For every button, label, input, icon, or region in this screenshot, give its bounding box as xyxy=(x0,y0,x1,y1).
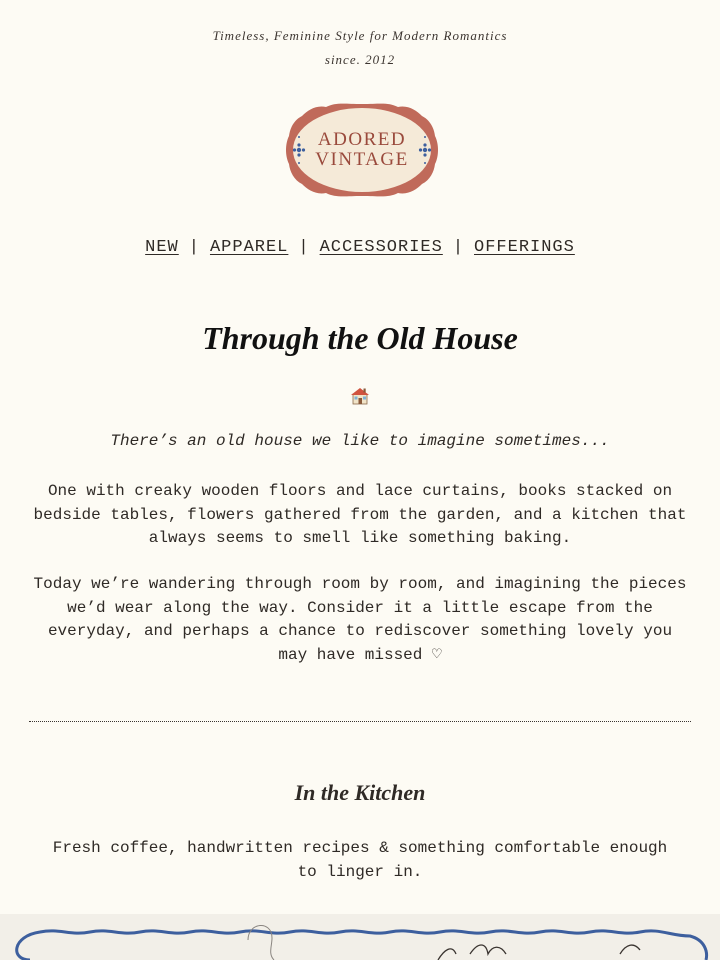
nav-apparel[interactable]: APPAREL xyxy=(209,238,289,257)
nav-separator: | xyxy=(188,238,200,257)
article-paragraph-2: Today we’re wandering through room by room, and imagining the pieces we’d wear along the way. Consider it a little escape from the everyday, and perhaps a chance to rediscover something lovely you may have missed ♡ xyxy=(33,575,687,664)
banner-wave-border xyxy=(17,931,707,960)
article-title: Through the Old House xyxy=(202,320,518,356)
section-divider xyxy=(29,721,691,722)
nav-separator: | xyxy=(452,238,465,257)
nav-accessories[interactable]: ACCESSORIES xyxy=(319,238,443,257)
logo-line-2: VINTAGE xyxy=(315,149,409,170)
article-paragraph-1: One with creaky wooden floors and lace curtains, books stacked on bedside tables, flowers gathered from the garden, and a kitchen that always seems to smell like something baking. xyxy=(33,482,687,547)
logo-line-1: ADORED xyxy=(317,129,407,150)
section-title: In the Kitchen xyxy=(294,780,426,805)
banner-wavy-frame xyxy=(0,914,720,960)
tagline-text: Timeless, Feminine Style for Modern Romantics xyxy=(212,28,508,43)
nav-offerings[interactable]: OFFERINGS xyxy=(474,238,575,257)
kitchen-banner xyxy=(0,914,720,960)
main-nav xyxy=(0,238,720,257)
house-icon xyxy=(350,386,370,406)
nav-new[interactable]: NEW xyxy=(145,238,179,257)
nav-separator: | xyxy=(298,238,310,257)
article-intro: There’s an old house we like to imagine sometimes... xyxy=(110,432,610,450)
logo-text xyxy=(284,130,440,170)
section-text: Fresh coffee, handwritten recipes & something comfortable enough to linger in. xyxy=(52,839,668,881)
since-text: since. 2012 xyxy=(324,52,396,67)
banner-script-flourish xyxy=(438,945,640,960)
header-tagline xyxy=(0,24,720,72)
